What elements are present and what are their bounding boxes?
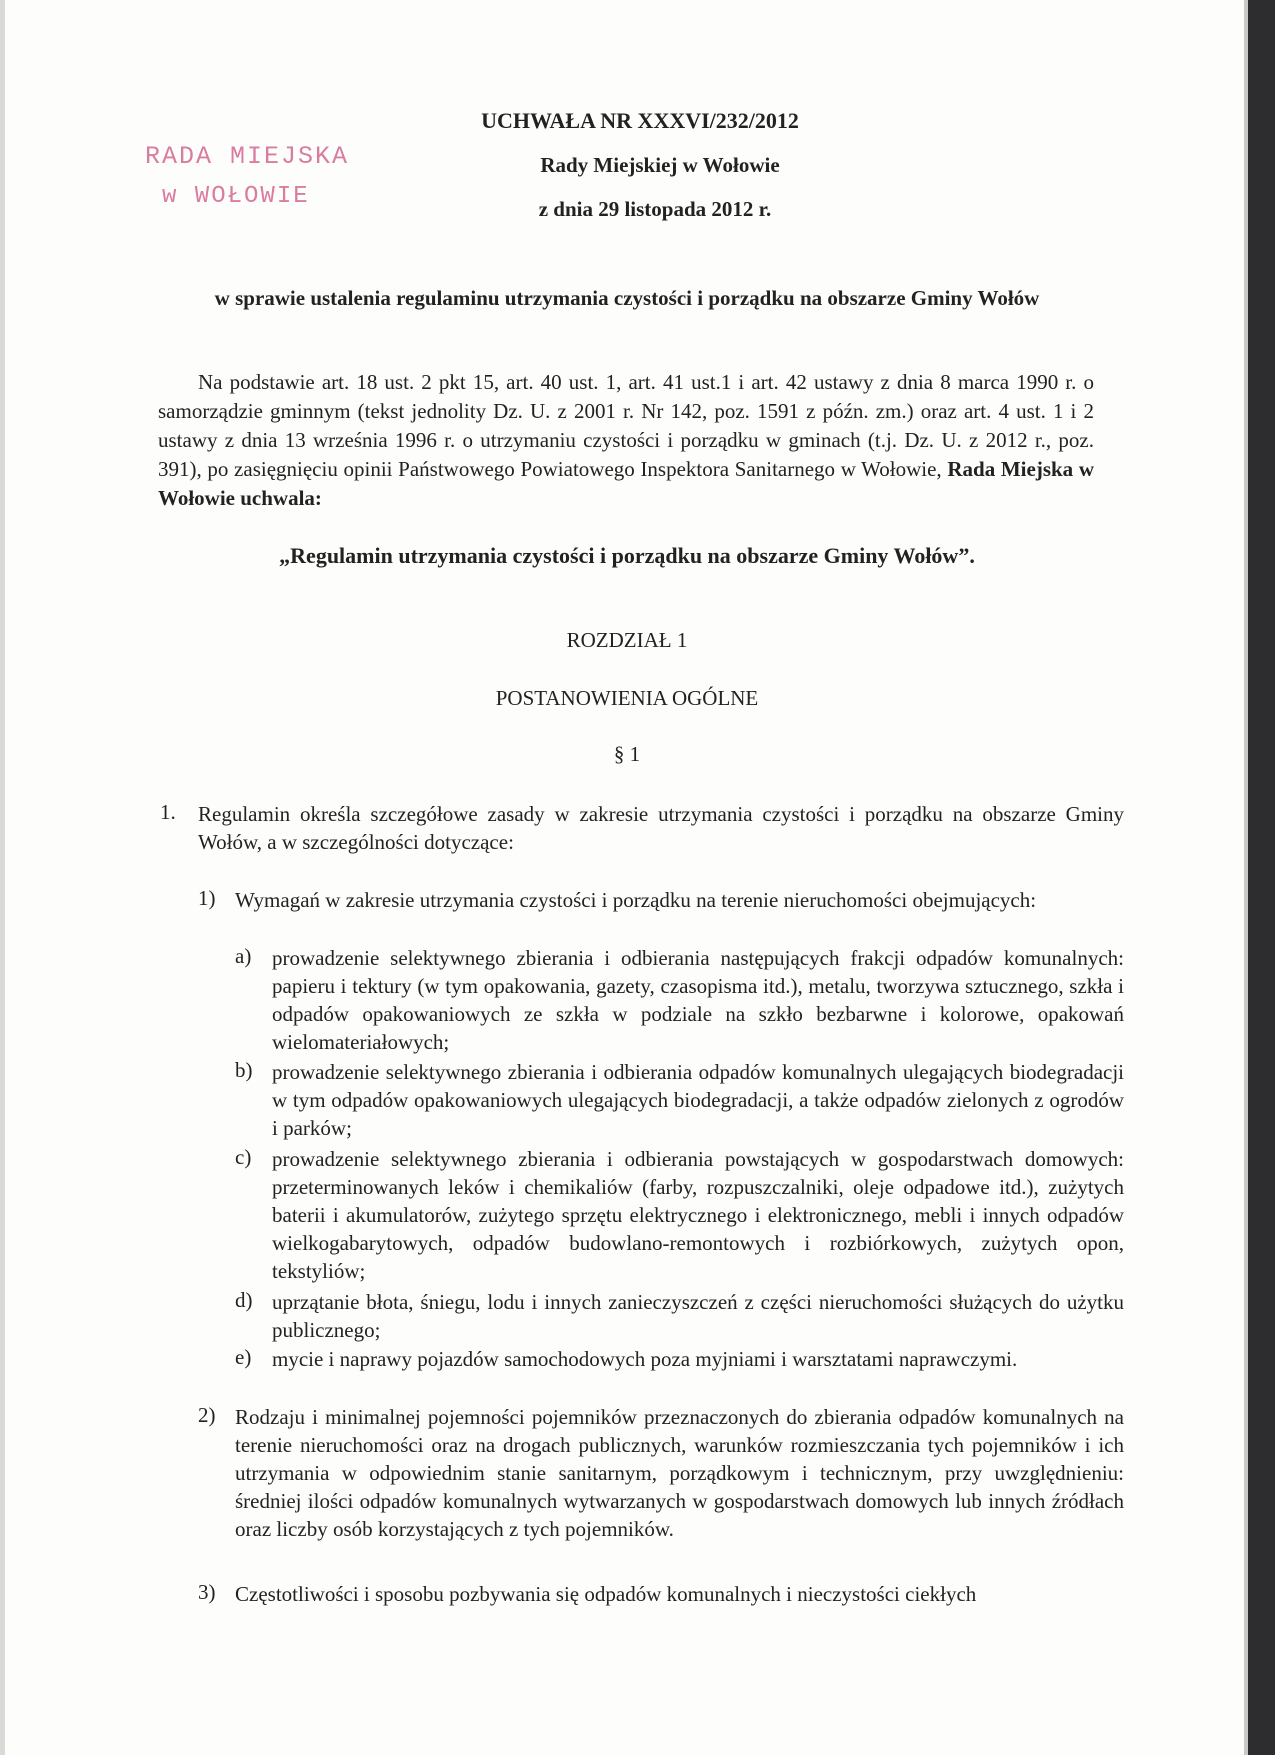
point-text: Regulamin określa szczegółowe zasady w zakresie utrzymania czystości i porządku na obszarze Gminy Wołów, a w szczególności dotyczące: [198, 802, 1124, 854]
regulation-title: „Regulamin utrzymania czystości i porządku na obszarze Gminy Wołów”. [279, 543, 975, 568]
letter-text: prowadzenie selektywnego zbierania i odbierania odpadów komunalnych ulegających biodegradacji w tym odpadów opakowaniowych ulegających biodegradacji, a także odpadów zielonych z ogrodów i parków; [272, 1060, 1124, 1140]
chapter-heading: ROZDZIAŁ 1 [566, 628, 688, 652]
preamble-bold: Rada Miejska w Wołowie uchwala: [158, 457, 1094, 510]
letter-text: uprzątanie błota, śniegu, lodu i innych zanieczyszczeń z części nieruchomości służących do użytku publicznego; [272, 1290, 1124, 1342]
subpoint-text: Częstotliwości i sposobu pozbywania się odpadów komunalnych i nieczystości ciekłych [235, 1582, 977, 1606]
subpoint-text: Rodzaju i minimalnej pojemności pojemników przeznaczonych do zbierania odpadów komunalnych na terenie nieruchomości oraz na drogach publicznych, warunków rozmieszczania tych pojemników i ich utrzymania w odpowiednim stanie sanitarnym, porządkowym i technicznym, przy uwzględnieniu: średniej ilości odpadów komunalnych wytwarzanych w gospodarstwach domowych lub innych źródłach oraz liczby osób korzystających z tych pojemników. [235, 1405, 1124, 1541]
letter-text: mycie i naprawy pojazdów samochodowych poza myjniami i warsztatami naprawczymi. [272, 1347, 1018, 1371]
subpoint-number: 1) [198, 886, 216, 910]
letter-number: d) [235, 1288, 253, 1312]
subpoint-text: Wymagań w zakresie utrzymania czystości i porządku na terenie nieruchomości obejmujących: [235, 888, 1037, 912]
chapter-title: POSTANOWIENIA OGÓLNE [495, 686, 759, 710]
resolution-number: UCHWAŁA NR XXXVI/232/2012 [481, 108, 799, 133]
resolution-subject: w sprawie ustalenia regulaminu utrzymania czystości i porządku na obszarze Gminy Wołów [214, 286, 1040, 310]
preamble-text: Na podstawie art. 18 ust. 2 pkt 15, art. 40 ust. 1, art. 41 ust.1 i art. 42 ustawy z dnia 8 marca 1990 r. o samorządzie gminnym (tekst jednolity Dz. U. z 2001 r. Nr 142, poz. 1591 z późn. zm.) oraz art. 4 ust. 1 i 2 ustawy z dnia 13 września 1996 r. o utrzymaniu czystości i porządku w gminach (t.j. Dz. U. z 2012 r., poz. 391), po zasięgnięciu opinii Państwowego Powiatowego Inspektora Sanitarnego w Wołowie, [158, 370, 1094, 481]
preamble [158, 368, 1094, 513]
letter-text: prowadzenie selektywnego zbierania i odbierania następujących frakcji odpadów komunalnych: papieru i tektury (w tym opakowania, gazety, czasopisma itd.), metalu, tworzywa sztucznego, szkła i odpadów opakowaniowych ze szkła w podziale na szkło bezbarwne i kolorowe, opakowań wielomateriałowych; [272, 946, 1124, 1054]
scan-edge-left [0, 0, 5, 1755]
letter-text: prowadzenie selektywnego zbierania i odbierania powstających w gospodarstwach domowych: przeterminowanych leków i chemikaliów (farby, rozpuszczalniki, oleje odpadowe itd.), zużytych baterii i akumulatorów, zużytego sprzętu elektrycznego i elektronicznego, mebli i innych odpadów wielkogabarytowych, odpadów budowlano-remontowych i rozbiórkowych, zużytych opon, tekstyliów; [272, 1147, 1124, 1283]
paragraph-sign: § 1 [613, 742, 641, 766]
letter-number: c) [235, 1145, 252, 1169]
council-name: Rady Miejskiej w Wołowie [540, 153, 780, 177]
letter-number: b) [235, 1058, 253, 1082]
letter-number: a) [235, 944, 252, 968]
subpoint-number: 3) [198, 1580, 216, 1604]
scan-edge-right [1248, 0, 1275, 1755]
letter-number: e) [235, 1345, 252, 1369]
subpoint-number: 2) [198, 1403, 216, 1427]
stamp-line-1: RADA MIEJSKA [145, 142, 350, 171]
point-number: 1. [160, 800, 176, 824]
resolution-date: z dnia 29 listopada 2012 r. [538, 197, 772, 221]
stamp-line-2: w WOŁOWIE [162, 183, 310, 210]
